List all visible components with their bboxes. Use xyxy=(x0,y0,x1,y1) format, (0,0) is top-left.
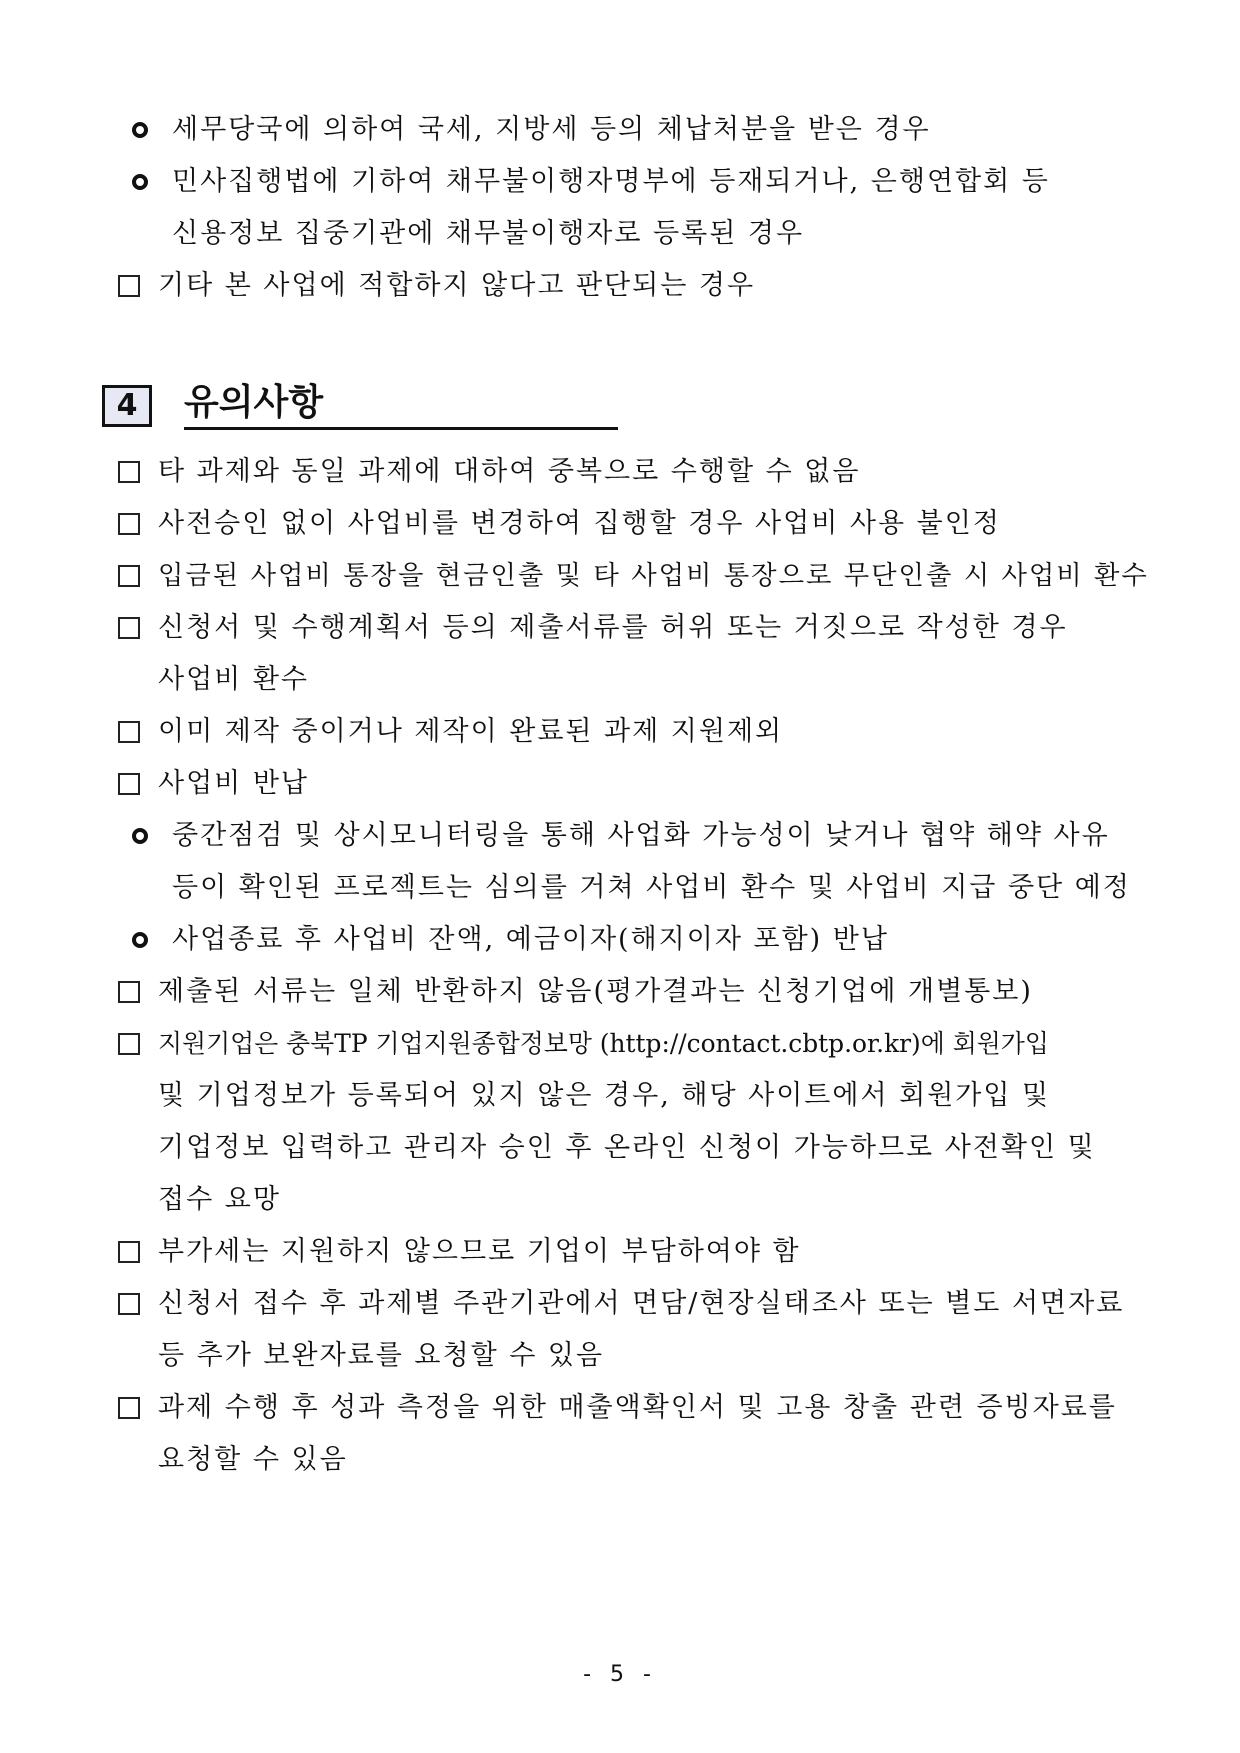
list-item-continuation: 등이 확인된 프로젝트는 심의를 거쳐 사업비 환수 및 사업비 지급 중단 예정 xyxy=(172,872,1131,903)
section-title: 유의사항 xyxy=(184,382,324,423)
list-item-text: 민사집행법에 기하여 채무불이행자명부에 등재되거나, 은행연합회 등 xyxy=(172,166,1050,197)
list-item-text: 과제 수행 후 성과 측정을 위한 매출액확인서 및 고용 창출 관련 증빙자료를 xyxy=(158,1392,1117,1423)
square-bullet-icon xyxy=(118,1241,140,1263)
square-bullet-icon xyxy=(118,1397,140,1419)
list-item-text: 타 과제와 동일 과제에 대하여 중복으로 수행할 수 없음 xyxy=(158,456,861,487)
list-item-text: 세무당국에 의하여 국세, 지방세 등의 체납처분을 받은 경우 xyxy=(172,114,931,145)
list-item-text: 지원기업은 충북TP 기업지원종합정보망 (http://contact.cbtp.or.kr)에 회원가입 xyxy=(158,1029,1049,1058)
square-bullet-icon xyxy=(118,1033,140,1055)
list-item-continuation: 신용정보 집중기관에 채무불이행자로 등록된 경우 xyxy=(172,218,805,249)
section-title-underline xyxy=(184,427,618,430)
circle-bullet-icon xyxy=(132,122,148,138)
list-item-text: 사업종료 후 사업비 잔액, 예금이자(해지이자 포함) 반납 xyxy=(172,924,889,955)
list-item-text: 이미 제작 중이거나 제작이 완료된 과제 지원제외 xyxy=(158,716,784,747)
circle-bullet-icon xyxy=(132,828,148,844)
list-item-text: 부가세는 지원하지 않으므로 기업이 부담하여야 함 xyxy=(158,1236,801,1267)
circle-bullet-icon xyxy=(132,174,148,190)
list-item-continuation: 사업비 환수 xyxy=(158,664,309,695)
list-item-continuation: 기업정보 입력하고 관리자 승인 후 온라인 신청이 가능하므로 사전확인 및 xyxy=(158,1132,1096,1163)
list-item-continuation: 접수 요망 xyxy=(158,1184,281,1215)
list-item-text: 기타 본 사업에 적합하지 않다고 판단되는 경우 xyxy=(158,270,756,301)
square-bullet-icon xyxy=(118,275,140,297)
square-bullet-icon xyxy=(118,617,140,639)
section-number-box: 4 xyxy=(102,385,152,427)
square-bullet-icon xyxy=(118,461,140,483)
list-item-continuation: 등 추가 보완자료를 요청할 수 있음 xyxy=(158,1340,605,1371)
square-bullet-icon xyxy=(118,773,140,795)
list-item-text: 제출된 서류는 일체 반환하지 않음(평가결과는 신청기업에 개별통보) xyxy=(158,976,1033,1007)
list-item-text: 입금된 사업비 통장을 현금인출 및 타 사업비 통장으로 무단인출 시 사업비 환수 xyxy=(158,561,1149,591)
list-item-text: 사업비 반납 xyxy=(158,768,309,799)
list-item-continuation: 요청할 수 있음 xyxy=(158,1444,348,1475)
square-bullet-icon xyxy=(118,721,140,743)
square-bullet-icon xyxy=(118,513,140,535)
circle-bullet-icon xyxy=(132,932,148,948)
list-item-text: 신청서 및 수행계획서 등의 제출서류를 허위 또는 거짓으로 작성한 경우 xyxy=(158,612,1068,643)
list-item-text: 사전승인 없이 사업비를 변경하여 집행할 경우 사업비 사용 불인정 xyxy=(158,508,1001,539)
list-item-text: 중간점검 및 상시모니터링을 통해 사업화 가능성이 낮거나 협약 해약 사유 xyxy=(172,820,1110,851)
square-bullet-icon xyxy=(118,1293,140,1315)
square-bullet-icon xyxy=(118,565,140,587)
list-item-text: 신청서 접수 후 과제별 주관기관에서 면담/현장실태조사 또는 별도 서면자료 xyxy=(158,1288,1125,1319)
list-item-continuation: 및 기업정보가 등록되어 있지 않은 경우, 해당 사이트에서 회원가입 및 xyxy=(158,1080,1051,1111)
page-number: - 5 - xyxy=(583,1662,657,1687)
square-bullet-icon xyxy=(118,981,140,1003)
